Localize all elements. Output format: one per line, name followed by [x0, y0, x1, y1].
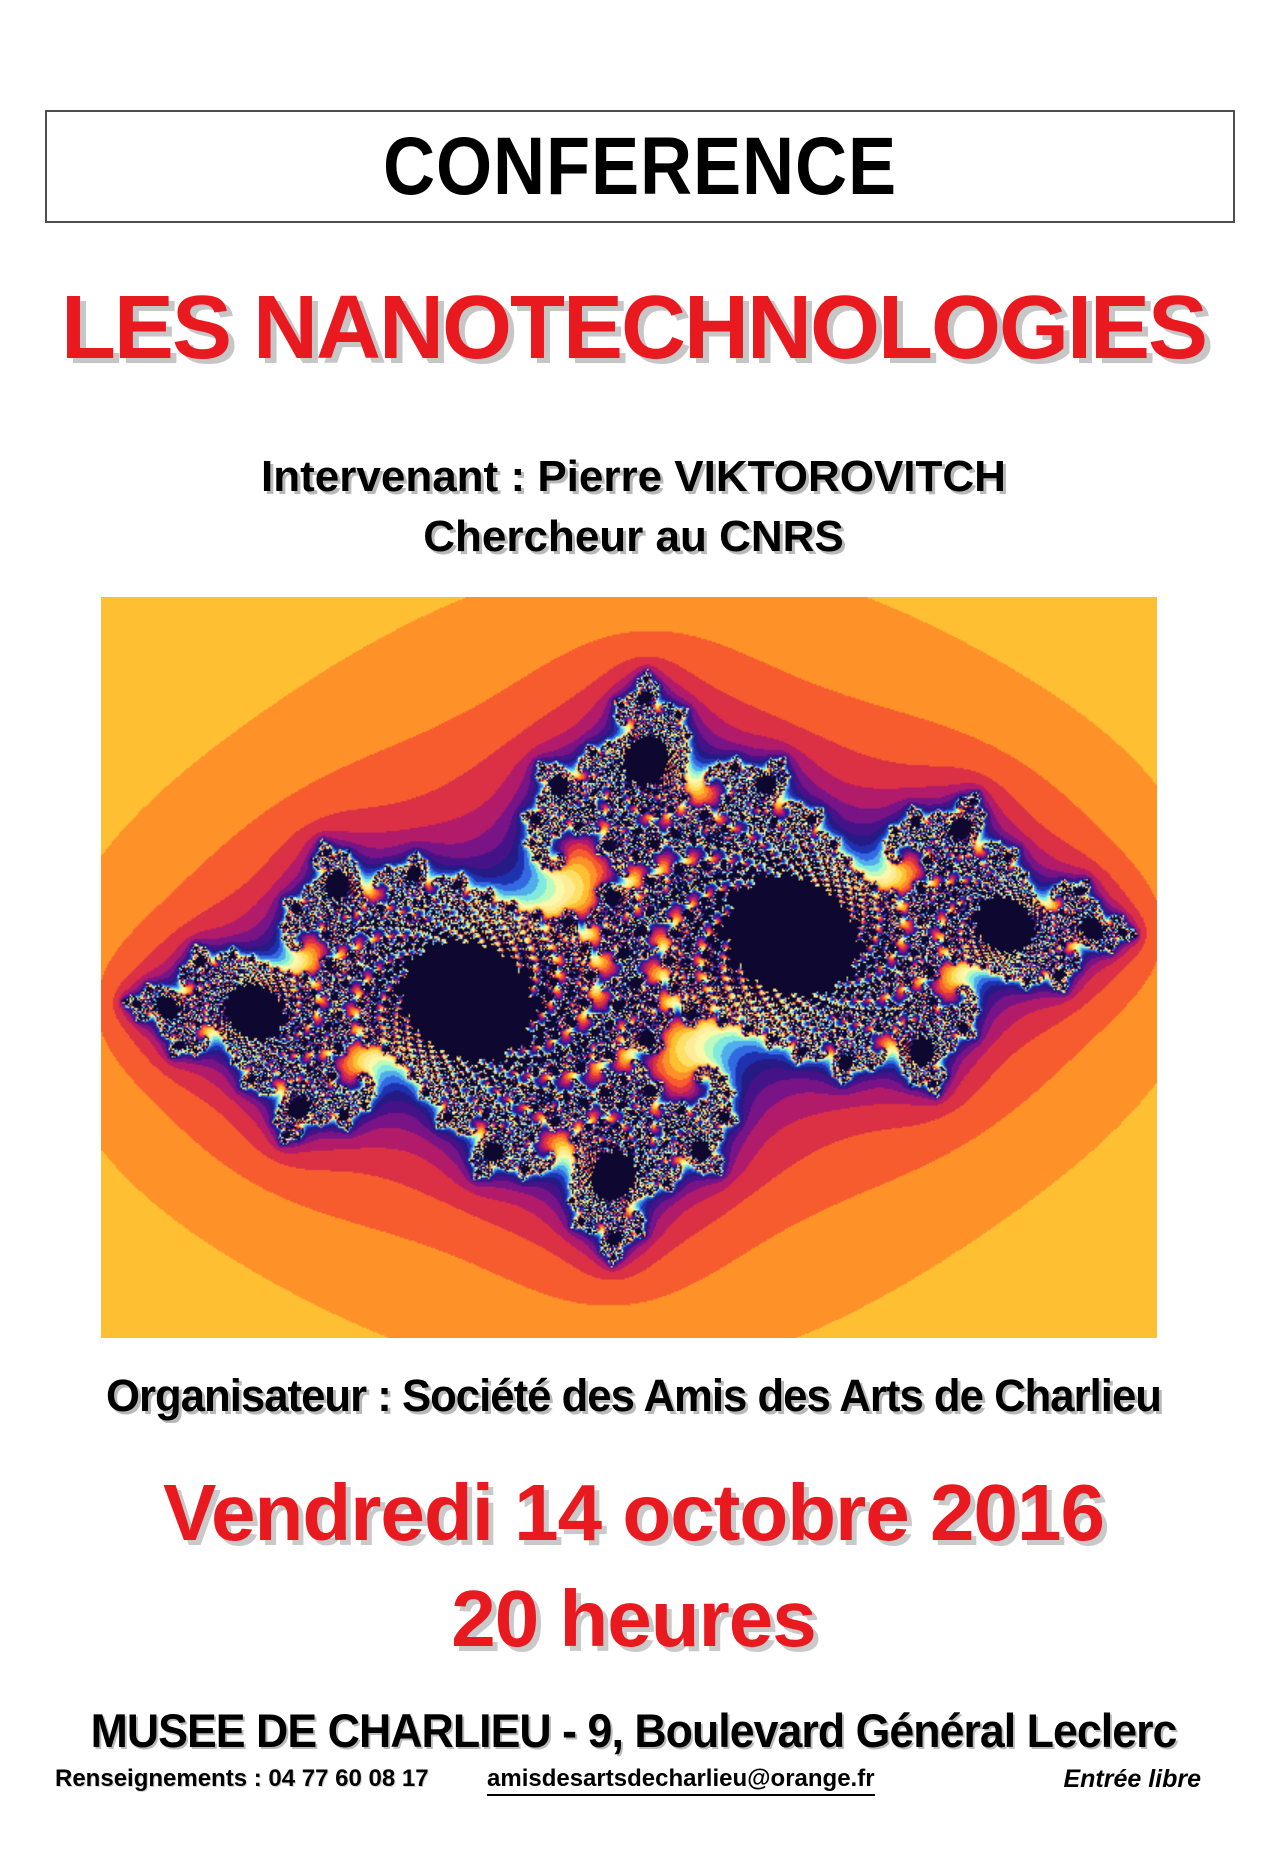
free-entry-note: Entrée libre	[1063, 1765, 1201, 1793]
main-title: LES NANOTECHNOLOGIES	[60, 278, 1207, 378]
contact-email-link[interactable]: amisdesartsdecharlieu@orange.fr	[487, 1765, 875, 1796]
venue-line: MUSEE DE CHARLIEU - 9, Boulevard Général Leclerc	[90, 1704, 1177, 1757]
organizer-line: Organisateur : Société des Amis des Arts de Charlieu	[106, 1370, 1161, 1421]
conference-title: CONFERENCE	[383, 120, 897, 212]
event-date: Vendredi 14 octobre 2016	[163, 1468, 1104, 1557]
contact-phone: Renseignements : 04 77 60 08 17	[55, 1765, 429, 1792]
speaker-line-1: Intervenant : Pierre VIKTOROVITCH	[261, 452, 1006, 501]
conference-title-box	[45, 110, 1235, 223]
speaker-line-2: Chercheur au CNRS	[423, 512, 844, 561]
fractal-canvas	[101, 597, 1157, 1338]
event-time: 20 heures	[451, 1574, 816, 1663]
fractal-artwork	[101, 597, 1157, 1338]
speaker-block	[0, 447, 1267, 567]
